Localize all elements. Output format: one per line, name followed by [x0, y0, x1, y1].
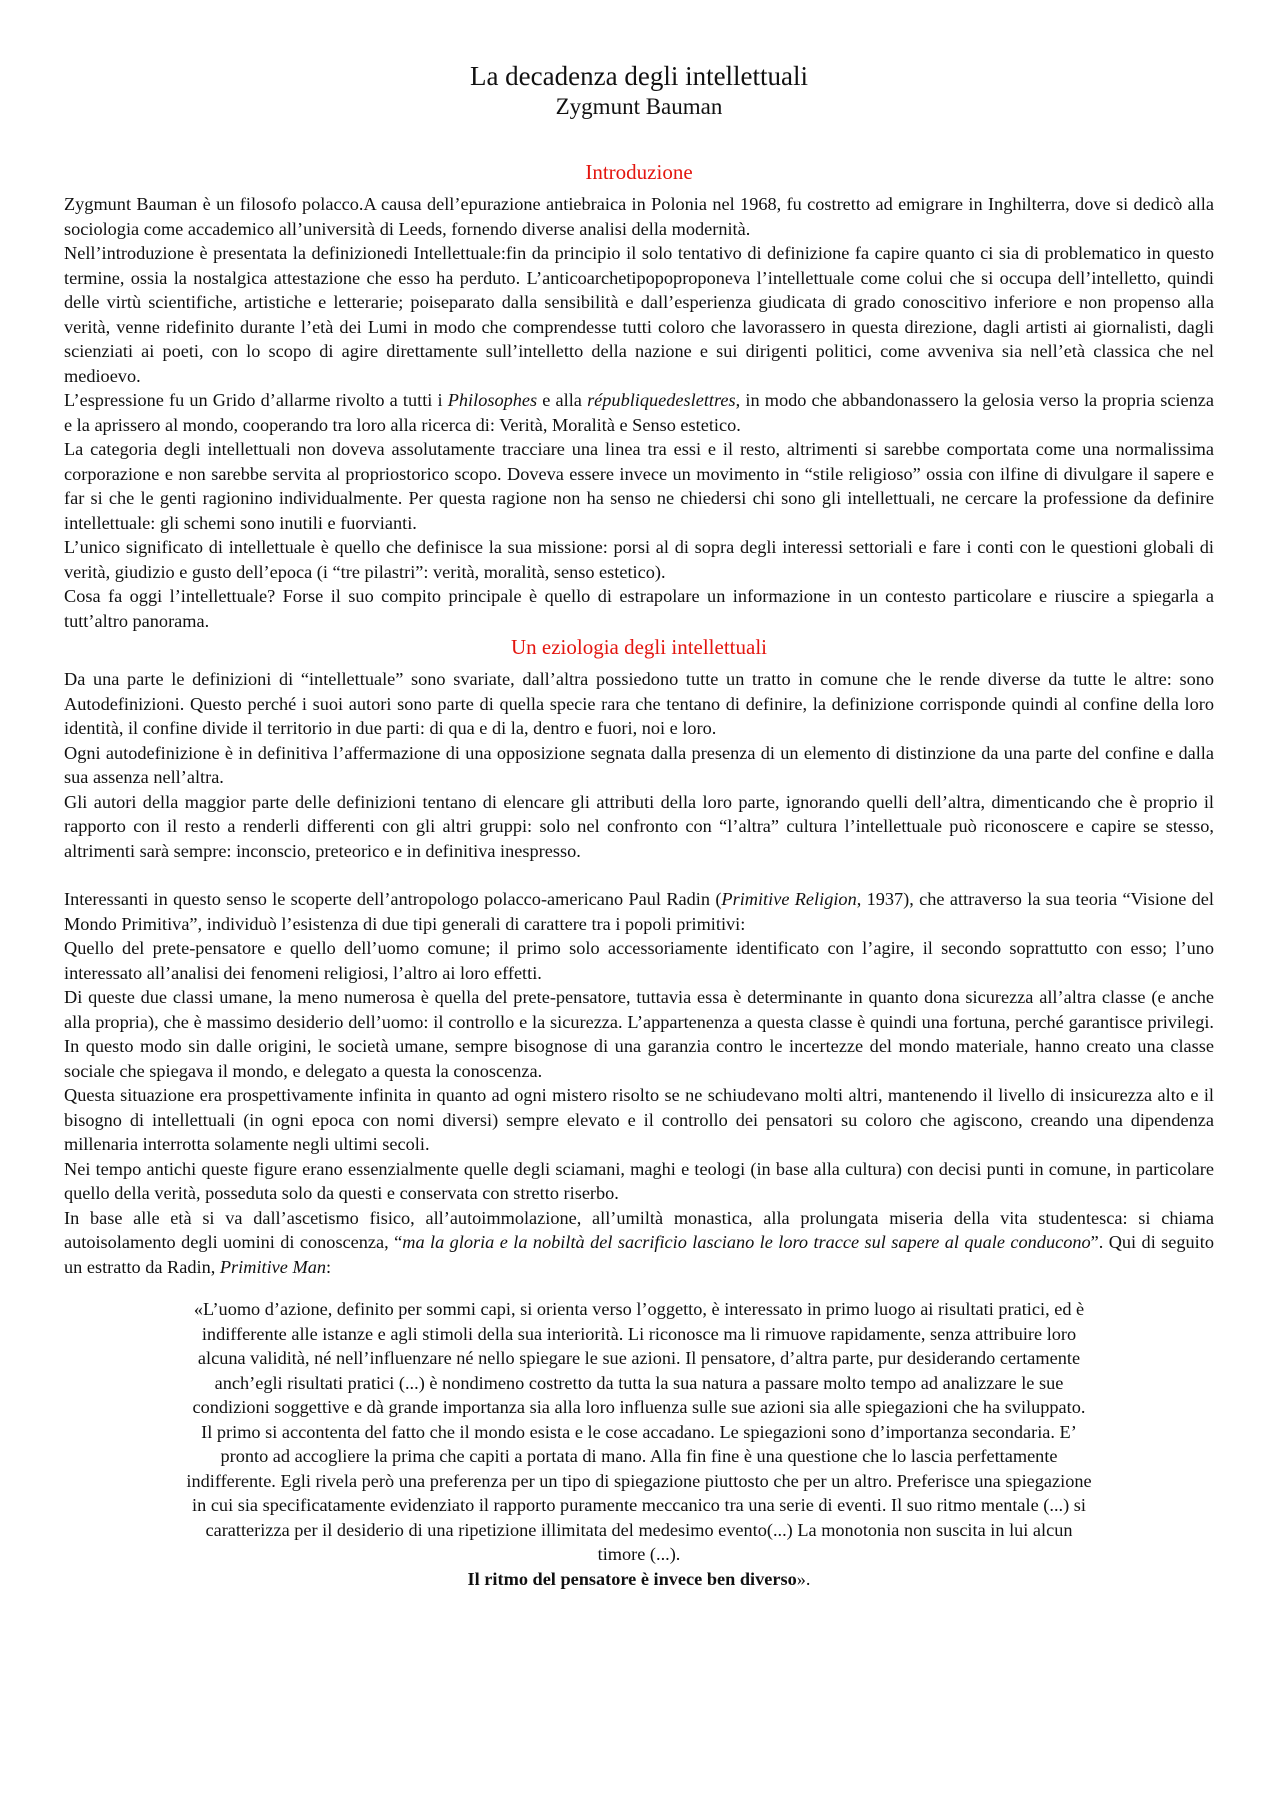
paragraph: [64, 388, 1214, 437]
document-title: La decadenza degli intellettuali: [469, 61, 809, 91]
paragraph: Ogni autodefinizione è in definitiva l’affermazione di una opposizione segnata dalla presenza di un elemento di distinzione da una parte del confine e dalla sua assenza nell’altra.: [64, 742, 1214, 787]
text-span: , in modo che abbandonassero la gelosia verso la propria scienza e la aprissero al mondo, cooperando tra loro alla ricerca di: Verità, Moralità e Senso estetico.: [64, 390, 1215, 435]
text-span: :: [325, 1256, 332, 1277]
paragraph: La categoria degli intellettuali non doveva assolutamente tracciare una linea tra essi e il resto, altrimenti si sarebbe comportata come una normalissima corporazione e non sarebbe servita al propriostorico scopo. Doveva essere invece un movimento in “stile religioso” ossia con ilfine di divulgare il sapere e far si che le genti ragionino individualmente. Per questa ragione non ha senso ne chiedersi chi sono gli intellettuali, ne cercare la professione da definire intellettuale: gli schemi sono inutili e fuorvianti.: [64, 439, 1214, 533]
paragraph: Questa situazione era prospettivamente infinita in quanto ad ogni mistero risolto se ne schiudevano molti altri, mantenendo il livello di insicurezza alto e il bisogno di intellettuali (in ogni epoca con nomi diversi) sempre elevato e il controllo dei pensatori su coloro che agiscono, creando una dipendenza millenaria interrotta solamente negli ultimi secoli.: [64, 1085, 1214, 1154]
bold-text: Il ritmo del pensatore è invece ben diverso: [467, 1568, 797, 1589]
italic-text: Primitive Religion: [721, 889, 857, 909]
radin-quote: [64, 1297, 1214, 1591]
section-heading-eziologia: Un eziologia degli intellettuali: [510, 635, 767, 659]
quote-paragraph: «L’uomo d’azione, definito per sommi capi, si orienta verso l’oggetto, è interessato in primo luogo ai risultati pratici, ed è indifferente alle istanze e agli stimoli della sua interiorità. Li riconosce ma li rimuove rapidamente, senza attribuire loro alcuna validità, né nell’influenzare né nello spiegare le sue azioni. Il pensatore, d’altra parte, pur desiderando certamente anch’egli risultati pratici (...) è nondimeno costretto da tutta la sua natura a passare molto tempo ad analizzare le sue condizioni soggettive e dà grande importanza sia alla loro influenza sulle sue azioni sia alle spiegazioni che ha sviluppato.: [192, 1299, 1086, 1417]
document-page: [64, 60, 1214, 1591]
text-span: , 1937), che attraverso la sua teoria “Visione del Mondo Primitiva”, individuò l’esistenza di due tipi generali di carattere tra i popoli primitivi:: [64, 889, 1214, 934]
document-author: Zygmunt Bauman: [555, 94, 723, 119]
paragraph: [64, 887, 1214, 936]
italic-text: Primitive Man: [219, 1256, 326, 1277]
paragraph: L’unico significato di intellettuale è quello che definisce la sua missione: porsi al di sopra degli interessi settoriali e fare i conti con le questioni globali di verità, giudizio e gusto dell’epoca (i “tre pilastri”: verità, moralità, senso estetico).: [64, 537, 1214, 582]
text-span: Interessanti in questo senso le scoperte dell’antropologo polacco-americano Paul Radin (: [64, 889, 722, 909]
paragraph: Nei tempo antichi queste figure erano essenzialmente quelle degli sciamani, maghi e teologi (in base alla cultura) con decisi punti in comune, in particolare quello della verità, posseduta solo da questi e conservata con stretto riserbo.: [64, 1158, 1214, 1203]
paragraph: Zygmunt Bauman è un filosofo polacco.A causa dell’epurazione antiebraica in Polonia nel 1968, fu costretto ad emigrare in Inghilterra, dove si dedicò alla sociologia come accademico all’università di Leeds, fornendo diverse analisi della modernità.: [64, 194, 1214, 239]
section-heading-introduzione: Introduzione: [585, 160, 693, 184]
quote-paragraph: Il primo si accontenta del fatto che il mondo esista e le cose accadano. Le spiegazioni sono d’importanza secondaria. E’ pronto ad accogliere la prima che capiti a portata di mano. Alla fin fine è una questione che lo lascia perfettamente indifferente. Egli rivela però una preferenza per un tipo di spiegazione piuttosto che per un altro. Preferisce una spiegazione in cui sia specificatamente evidenziato il rapporto puramente meccanico tra una serie di eventi. Il suo ritmo mentale (...) si caratterizza per il desiderio di una ripetizione illimitata del medesimo evento(...) La monotonia non suscita in lui alcun timore (...).: [186, 1421, 1092, 1564]
text-span: In base alle età si va dall’ascetismo fisico, all’autoimmolazione, all’umiltà monastica, alla prolungata miseria della vita studentesca: si chiama autoisolamento degli uomini di conoscenza, “: [64, 1207, 1214, 1252]
quote-paragraph: [184, 1567, 1094, 1592]
paragraph: Gli autori della maggior parte delle definizioni tentano di elencare gli attributi della loro parte, ignorando quelli dell’altra, dimenticando che è proprio il rapporto con il resto a renderli differenti con gli altri gruppi: solo nel confronto con “l’altra” cultura l’intellettuale può riconoscere e capire se stesso, altrimenti sarà sempre: inconscio, preteorico e in definitiva inespresso.: [64, 791, 1214, 861]
italic-text: ma la gloria e la nobiltà del sacrificio lasciano le loro tracce sul sapere al quale conducono: [402, 1232, 1091, 1252]
paragraph: [64, 1206, 1214, 1280]
text-span: ».: [796, 1568, 811, 1589]
paragraph: Di queste due classi umane, la meno numerosa è quella del prete-pensatore, tuttavia essa è determinante in quanto dona sicurezza all’altra classe (e anche alla propria), che è massimo desiderio dell’uomo: il controllo e la sicurezza. L’appartenenza a questa classe è quindi una fortuna, perché garantisce privilegi. In questo modo sin dalle origini, le società umane, sempre bisognose di una garanzia contro le incertezze del mondo materiale, hanno creato una classe sociale che spiegava il mondo, e delegato a questa la conoscenza.: [64, 987, 1214, 1081]
text-span: e alla: [537, 390, 588, 410]
italic-text: Philosophes: [447, 390, 538, 410]
text-span: ”. Qui di seguito un estratto da Radin,: [64, 1232, 1214, 1277]
paragraph-spacer: [64, 863, 1214, 887]
paragraph: Nell’introduzione è presentata la definizionedi Intellettuale:fin da principio il solo tentativo di definizione fa capire quanto ci sia di problematico in questo termine, ossia la nostalgica attestazione che esso ha perduto. L’anticoarchetipopoproponeva l’intellettuale come colui che si occupa dell’intelletto, quindi delle virtù scientifiche, artistiche e letterarie; poiseparato dalla sensibilità e dall’esperienza giudicata di grado conoscitivo inferiore e non propenso alla verità, venne ridefinito durante l’età dei Lumi in modo che comprendesse tutti coloro che lavorassero in questa direzione, dagli artisti ai giornalisti, dagli scienziati ai poeti, con lo scopo di agire direttamente sull’intelletto della nazione e sui dirigenti politici, come avveniva sia nell’età classica che nel medioevo.: [64, 243, 1214, 386]
paragraph: Cosa fa oggi l’intellettuale? Forse il suo compito principale è quello di estrapolare un informazione in un contesto particolare e riuscire a spiegarla a tutt’altro panorama.: [64, 586, 1214, 631]
italic-text: républiquedeslettres: [587, 390, 736, 410]
paragraph: Quello del prete-pensatore e quello dell’uomo comune; il primo solo accessoriamente identificato con l’agire, il secondo soprattutto con esso; l’uno interessato all’analisi dei fenomeni religiosi, l’altro ai loro effetti.: [64, 938, 1214, 983]
paragraph: Da una parte le definizioni di “intellettuale” sono svariate, dall’altra possiedono tutte un tratto in comune che le rende diverse da tutte le altre: sono Autodefinizioni. Questo perché i suoi autori sono parte di quella specie rara che tentano di definire, la definizione corrisponde quindi al confine della loro identità, il confine divide il territorio in due parti: di qua e di la, dentro e fuori, noi e loro.: [64, 669, 1214, 738]
text-span: L’espressione fu un Grido d’allarme rivolto a tutti i: [64, 390, 448, 410]
